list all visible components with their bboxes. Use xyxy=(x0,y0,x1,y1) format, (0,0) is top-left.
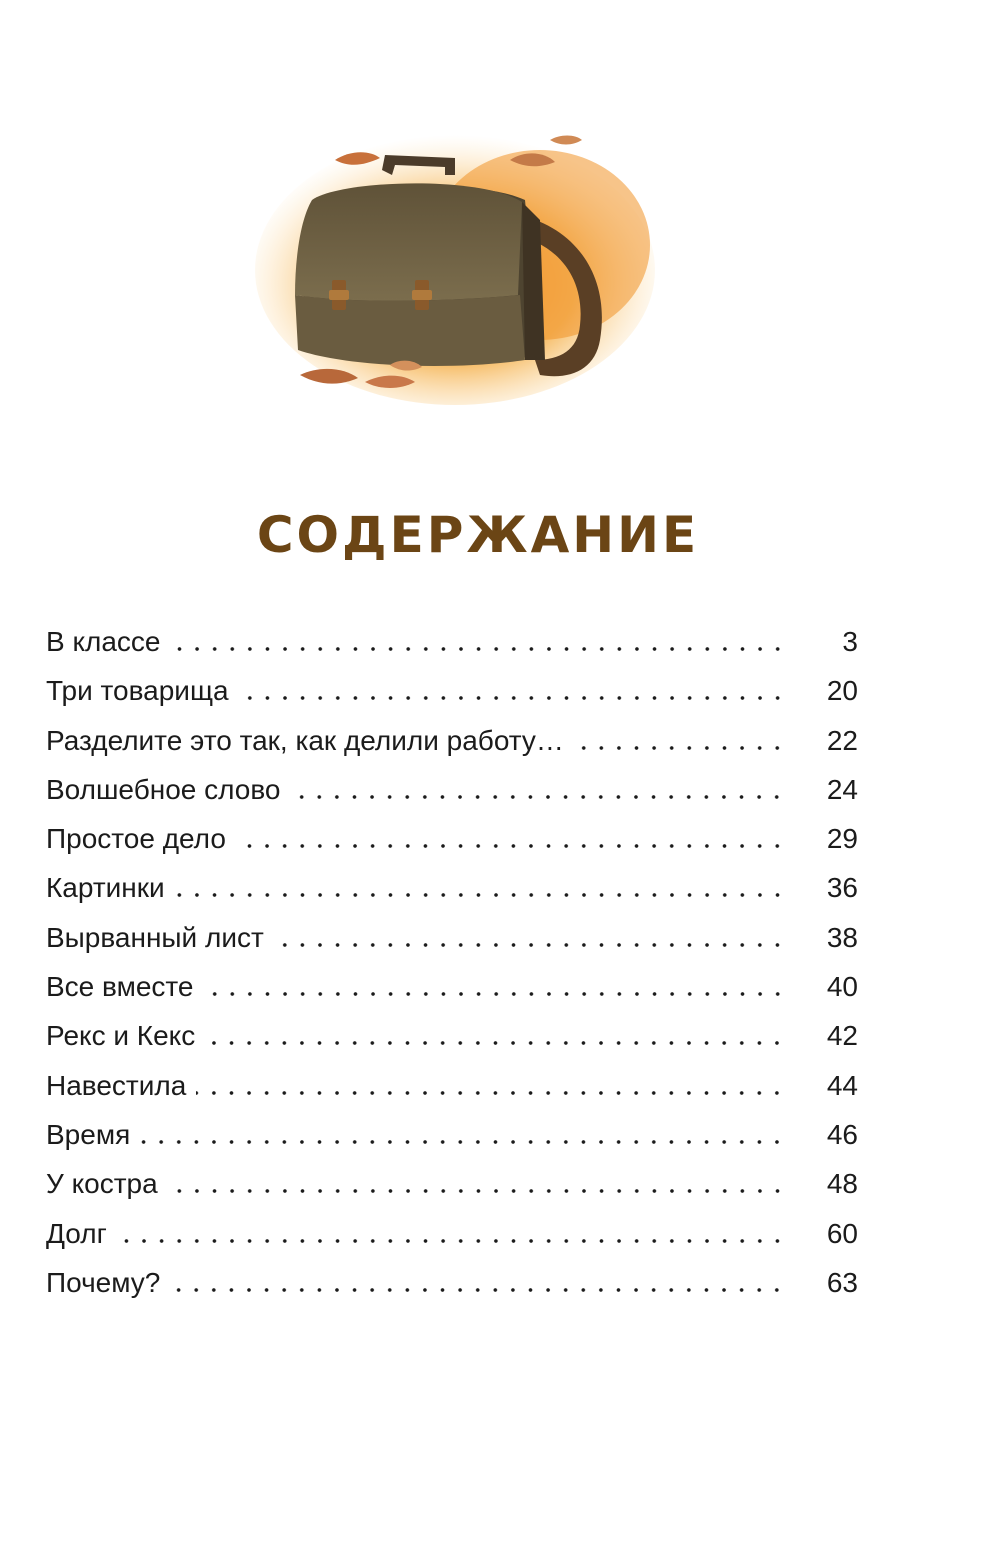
toc-entry-title: В классе xyxy=(46,626,161,657)
toc-entry[interactable] xyxy=(46,962,858,1011)
toc-entry-title: Время xyxy=(46,1118,131,1150)
dot-leader xyxy=(205,1041,786,1045)
school-satchel-icon xyxy=(240,120,660,440)
toc-entry[interactable] xyxy=(46,1110,858,1159)
toc-entry-page-number: 63 xyxy=(826,1266,858,1298)
dot-leader xyxy=(175,893,786,897)
dot-leader xyxy=(171,647,786,651)
toc-entry-title: Картинки xyxy=(46,872,165,904)
toc-entry[interactable] xyxy=(46,1258,858,1307)
satchel-illustration xyxy=(240,120,660,440)
toc-entry-title: Три товарища xyxy=(46,675,229,707)
dot-leader xyxy=(196,1091,786,1095)
toc-entry-page-number: 60 xyxy=(826,1217,858,1249)
dot-leader xyxy=(168,1189,786,1193)
dot-leader xyxy=(239,696,786,700)
toc-entry[interactable] xyxy=(46,814,858,863)
toc-entry[interactable] xyxy=(46,1159,858,1208)
toc-entry-title: Почему? xyxy=(46,1266,161,1298)
toc-entry-page-number: 46 xyxy=(826,1118,858,1150)
toc-entry-title: Рекс и Кекс xyxy=(46,1020,196,1052)
toc-entry-page-number: 22 xyxy=(826,724,858,756)
toc-entry-page-number: 44 xyxy=(826,1069,858,1101)
toc-entry-page-number: 48 xyxy=(826,1168,858,1200)
table-of-contents xyxy=(46,617,858,1307)
toc-entry-page-number: 42 xyxy=(826,1020,858,1052)
toc-entry-page-number: 29 xyxy=(826,823,858,855)
dot-leader xyxy=(170,1288,786,1292)
dot-leader xyxy=(290,795,786,799)
toc-entry-title: Все вместе xyxy=(46,971,194,1003)
toc-entry[interactable] xyxy=(46,716,858,765)
dot-leader xyxy=(204,992,787,996)
toc-entry-title: Долг xyxy=(46,1217,107,1249)
toc-entry-title: У костра xyxy=(46,1168,158,1200)
toc-entry[interactable] xyxy=(46,1011,858,1060)
toc-entry-title: Разделите это так, как делили работу… xyxy=(46,724,564,756)
toc-entry-title: Навестила xyxy=(46,1069,187,1101)
toc-entry-title: Волшебное слово xyxy=(46,773,281,805)
page-heading: СОДЕРЖАНИЕ xyxy=(256,506,700,564)
toc-entry-title: Вырванный лист xyxy=(46,921,264,953)
dot-leader xyxy=(140,1140,786,1144)
toc-entry[interactable] xyxy=(46,666,858,715)
toc-entry-page-number: 24 xyxy=(826,773,858,805)
toc-entry[interactable] xyxy=(46,1061,858,1110)
toc-entry-page-number: 20 xyxy=(826,675,858,707)
toc-entry[interactable] xyxy=(46,1209,858,1258)
dot-leader xyxy=(236,844,786,848)
toc-entry[interactable] xyxy=(46,863,858,912)
dot-leader xyxy=(274,943,786,947)
toc-entry-page-number: 38 xyxy=(826,921,858,953)
toc-entry-page-number: 40 xyxy=(826,971,858,1003)
toc-entry[interactable] xyxy=(46,913,858,962)
toc-entry[interactable] xyxy=(46,765,858,814)
dot-leader xyxy=(117,1239,786,1243)
toc-entry[interactable] xyxy=(46,617,858,666)
toc-entry-title: Простое дело xyxy=(46,823,226,855)
dot-leader xyxy=(574,746,786,750)
toc-entry-page-number: 3 xyxy=(842,626,858,657)
toc-entry-page-number: 36 xyxy=(826,872,858,904)
